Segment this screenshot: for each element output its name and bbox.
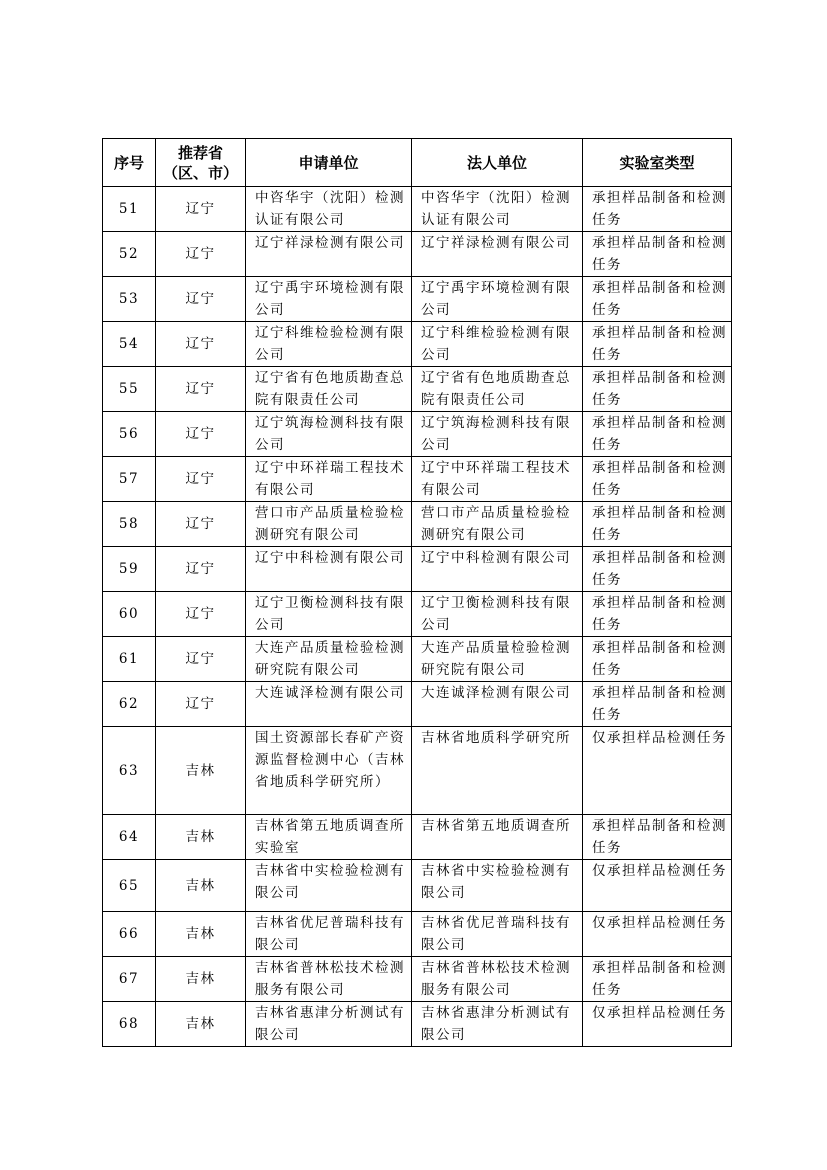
row-legal-entity: 营口市产品质量检验检测研究有限公司 xyxy=(412,502,583,547)
table-row xyxy=(103,232,732,277)
row-province: 辽宁 xyxy=(156,592,246,637)
table-row xyxy=(103,187,732,232)
row-lab-type: 承担样品制备和检测任务 xyxy=(583,637,732,682)
row-legal-entity: 辽宁禹宇环境检测有限公司 xyxy=(412,277,583,322)
table-header-row xyxy=(103,139,732,187)
table-row xyxy=(103,412,732,457)
row-applicant: 辽宁祥渌检测有限公司 xyxy=(246,232,412,277)
row-applicant: 辽宁卫衡检测科技有限公司 xyxy=(246,592,412,637)
header-seq: 序号 xyxy=(103,139,156,187)
row-seq: 58 xyxy=(103,502,156,547)
row-lab-type: 仅承担样品检测任务 xyxy=(583,912,732,957)
row-applicant: 吉林省优尼普瑞科技有限公司 xyxy=(246,912,412,957)
row-applicant: 国土资源部长春矿产资源监督检测中心（吉林省地质科学研究所） xyxy=(246,727,412,815)
row-applicant: 辽宁中环祥瑞工程技术有限公司 xyxy=(246,457,412,502)
lab-list-table xyxy=(102,138,732,1047)
table-row xyxy=(103,860,732,912)
table-row xyxy=(103,912,732,957)
row-seq: 62 xyxy=(103,682,156,727)
row-lab-type: 承担样品制备和检测任务 xyxy=(583,187,732,232)
row-lab-type: 仅承担样品检测任务 xyxy=(583,860,732,912)
table-row xyxy=(103,957,732,1002)
row-legal-entity: 吉林省地质科学研究所 xyxy=(412,727,583,815)
row-applicant: 辽宁禹宇环境检测有限公司 xyxy=(246,277,412,322)
row-applicant: 辽宁科维检验检测有限公司 xyxy=(246,322,412,367)
row-seq: 68 xyxy=(103,1002,156,1047)
row-seq: 55 xyxy=(103,367,156,412)
row-seq: 52 xyxy=(103,232,156,277)
row-lab-type: 仅承担样品检测任务 xyxy=(583,727,732,815)
row-lab-type: 承担样品制备和检测任务 xyxy=(583,815,732,860)
row-seq: 64 xyxy=(103,815,156,860)
header-province-line2: （区、市） xyxy=(162,163,238,182)
row-legal-entity: 辽宁卫衡检测科技有限公司 xyxy=(412,592,583,637)
row-legal-entity: 吉林省第五地质调查所 xyxy=(412,815,583,860)
row-legal-entity: 辽宁科维检验检测有限公司 xyxy=(412,322,583,367)
row-applicant: 中咨华宇（沈阳）检测认证有限公司 xyxy=(246,187,412,232)
row-province: 吉林 xyxy=(156,815,246,860)
table-row xyxy=(103,502,732,547)
row-applicant: 辽宁中科检测有限公司 xyxy=(246,547,412,592)
row-seq: 56 xyxy=(103,412,156,457)
row-lab-type: 承担样品制备和检测任务 xyxy=(583,367,732,412)
row-lab-type: 承担样品制备和检测任务 xyxy=(583,682,732,727)
row-applicant: 营口市产品质量检验检测研究有限公司 xyxy=(246,502,412,547)
row-legal-entity: 吉林省中实检验检测有限公司 xyxy=(412,860,583,912)
row-legal-entity: 吉林省惠津分析测试有限公司 xyxy=(412,1002,583,1047)
row-legal-entity: 大连诚泽检测有限公司 xyxy=(412,682,583,727)
row-province: 辽宁 xyxy=(156,412,246,457)
row-province: 吉林 xyxy=(156,860,246,912)
row-lab-type: 承担样品制备和检测任务 xyxy=(583,412,732,457)
row-seq: 54 xyxy=(103,322,156,367)
row-legal-entity: 辽宁祥渌检测有限公司 xyxy=(412,232,583,277)
row-seq: 57 xyxy=(103,457,156,502)
row-lab-type: 承担样品制备和检测任务 xyxy=(583,547,732,592)
row-province: 辽宁 xyxy=(156,232,246,277)
table-row xyxy=(103,682,732,727)
table-row xyxy=(103,322,732,367)
row-legal-entity: 吉林省优尼普瑞科技有限公司 xyxy=(412,912,583,957)
row-applicant: 吉林省普林松技术检测服务有限公司 xyxy=(246,957,412,1002)
header-lab-type: 实验室类型 xyxy=(583,139,732,187)
row-province: 辽宁 xyxy=(156,637,246,682)
row-province: 辽宁 xyxy=(156,457,246,502)
row-lab-type: 承担样品制备和检测任务 xyxy=(583,322,732,367)
row-seq: 65 xyxy=(103,860,156,912)
row-applicant: 辽宁筑海检测科技有限公司 xyxy=(246,412,412,457)
table-row xyxy=(103,815,732,860)
row-lab-type: 承担样品制备和检测任务 xyxy=(583,457,732,502)
row-province: 吉林 xyxy=(156,727,246,815)
row-lab-type: 承担样品制备和检测任务 xyxy=(583,232,732,277)
row-lab-type: 承担样品制备和检测任务 xyxy=(583,957,732,1002)
row-province: 辽宁 xyxy=(156,502,246,547)
row-province: 辽宁 xyxy=(156,322,246,367)
row-province: 辽宁 xyxy=(156,367,246,412)
row-lab-type: 承担样品制备和检测任务 xyxy=(583,502,732,547)
row-applicant: 大连产品质量检验检测研究院有限公司 xyxy=(246,637,412,682)
row-applicant: 吉林省惠津分析测试有限公司 xyxy=(246,1002,412,1047)
row-legal-entity: 中咨华宇（沈阳）检测认证有限公司 xyxy=(412,187,583,232)
row-legal-entity: 辽宁中科检测有限公司 xyxy=(412,547,583,592)
table-row xyxy=(103,1002,732,1047)
table-row xyxy=(103,547,732,592)
header-province-line1: 推荐省 xyxy=(177,143,223,162)
row-province: 辽宁 xyxy=(156,682,246,727)
row-seq: 67 xyxy=(103,957,156,1002)
row-seq: 53 xyxy=(103,277,156,322)
table-row xyxy=(103,457,732,502)
row-lab-type: 仅承担样品检测任务 xyxy=(583,1002,732,1047)
row-province: 吉林 xyxy=(156,957,246,1002)
table-body xyxy=(103,187,732,1047)
table-row xyxy=(103,277,732,322)
row-legal-entity: 辽宁筑海检测科技有限公司 xyxy=(412,412,583,457)
row-applicant: 吉林省第五地质调查所实验室 xyxy=(246,815,412,860)
row-seq: 63 xyxy=(103,727,156,815)
row-legal-entity: 吉林省普林松技术检测服务有限公司 xyxy=(412,957,583,1002)
row-seq: 51 xyxy=(103,187,156,232)
row-legal-entity: 辽宁省有色地质勘查总院有限责任公司 xyxy=(412,367,583,412)
header-applicant: 申请单位 xyxy=(246,139,412,187)
table-row xyxy=(103,727,732,815)
header-province xyxy=(156,139,246,187)
row-applicant: 大连诚泽检测有限公司 xyxy=(246,682,412,727)
row-province: 辽宁 xyxy=(156,277,246,322)
row-applicant: 吉林省中实检验检测有限公司 xyxy=(246,860,412,912)
row-lab-type: 承担样品制备和检测任务 xyxy=(583,592,732,637)
row-seq: 59 xyxy=(103,547,156,592)
row-legal-entity: 辽宁中环祥瑞工程技术有限公司 xyxy=(412,457,583,502)
row-seq: 61 xyxy=(103,637,156,682)
row-applicant: 辽宁省有色地质勘查总院有限责任公司 xyxy=(246,367,412,412)
row-lab-type: 承担样品制备和检测任务 xyxy=(583,277,732,322)
row-province: 辽宁 xyxy=(156,187,246,232)
table-row xyxy=(103,592,732,637)
row-province: 辽宁 xyxy=(156,547,246,592)
header-legal-entity: 法人单位 xyxy=(412,139,583,187)
table-row xyxy=(103,637,732,682)
row-legal-entity: 大连产品质量检验检测研究院有限公司 xyxy=(412,637,583,682)
table-row xyxy=(103,367,732,412)
row-province: 吉林 xyxy=(156,1002,246,1047)
row-seq: 66 xyxy=(103,912,156,957)
row-province: 吉林 xyxy=(156,912,246,957)
row-seq: 60 xyxy=(103,592,156,637)
